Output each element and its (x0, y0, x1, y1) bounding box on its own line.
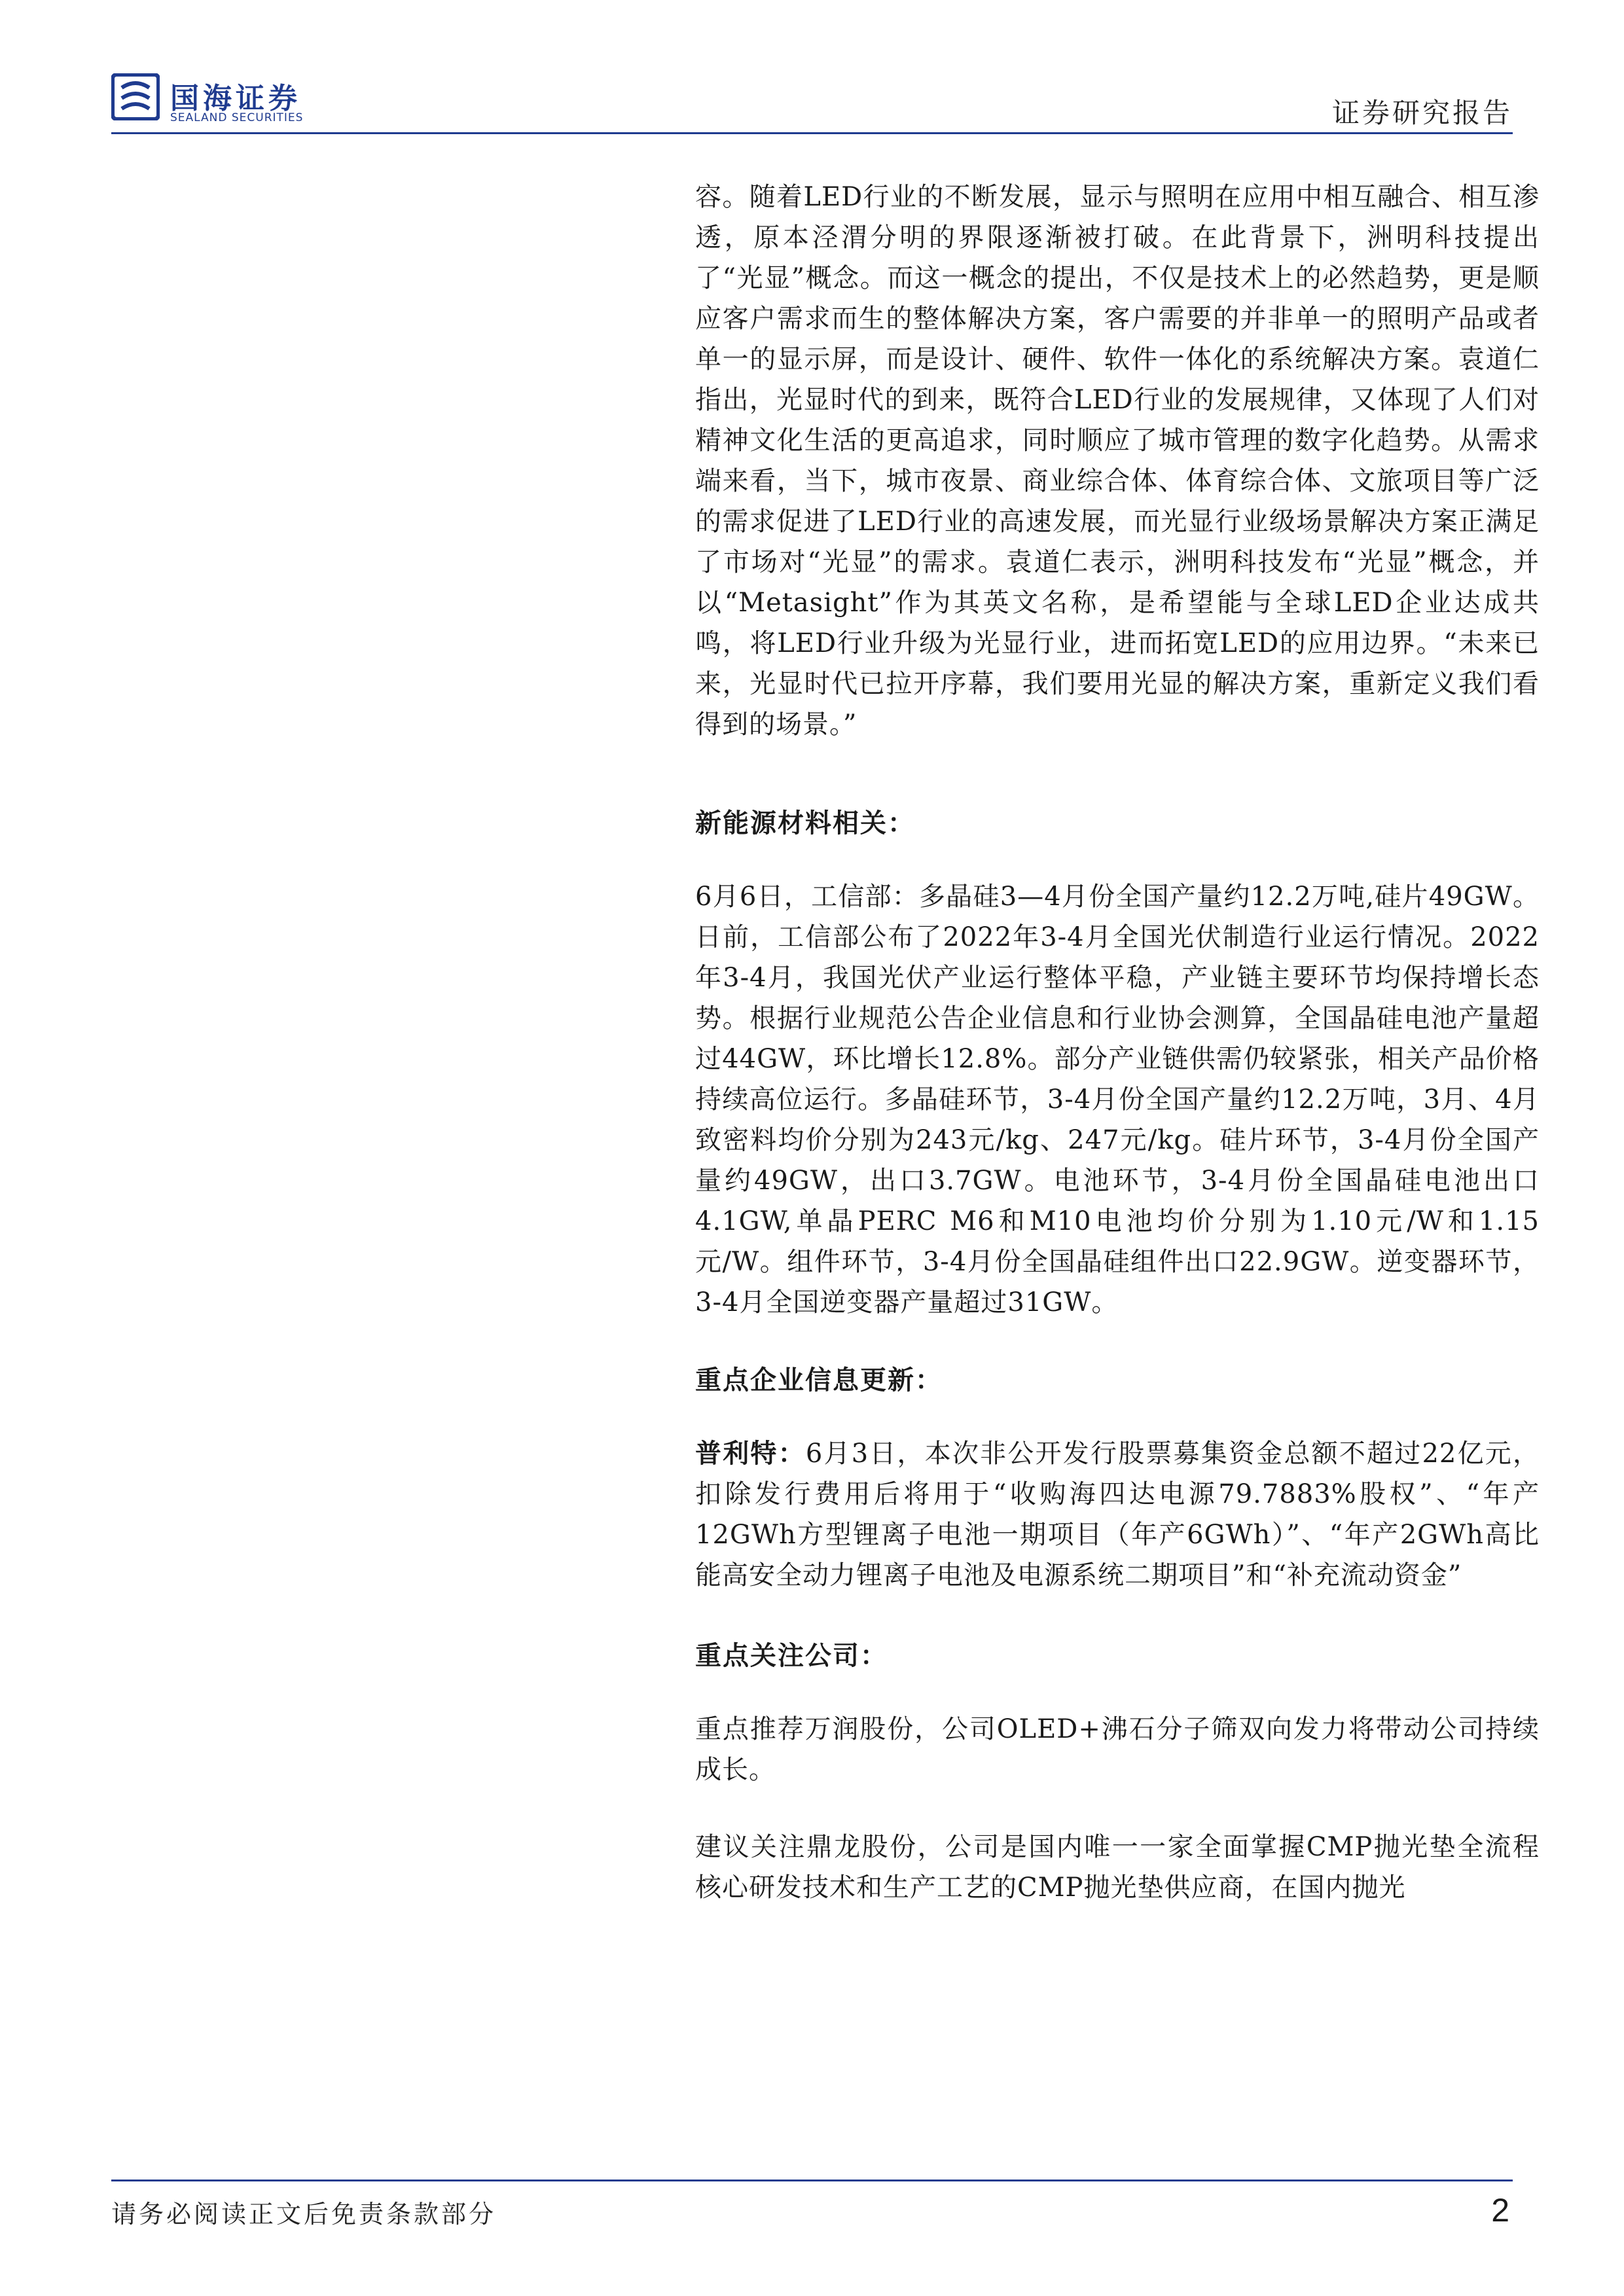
section-heading-company-updates: 重点企业信息更新： (695, 1365, 943, 1395)
company-logo (111, 73, 399, 126)
sealand-logo-icon (111, 73, 160, 120)
paragraph-wanrun: 重点推荐万润股份，公司OLED+沸石分子筛双向发力将带动公司持续成长。 (695, 1714, 1540, 1785)
disclaimer-note: 请务必阅读正文后免责条款部分 (111, 2200, 497, 2229)
section-heading-new-energy: 新能源材料相关： (695, 808, 915, 838)
company-name-lead: 普利特： (695, 1439, 806, 1469)
paragraph-dinglong: 建议关注鼎龙股份，公司是国内唯一一家全面掌握CMP抛光垫全流程核心研发技术和生产工艺的CMP抛光垫供应商，在国内抛光 (695, 1832, 1540, 1903)
paragraph-guangxian: 容。随着LED行业的不断发展，显示与照明在应用中相互融合、相互渗透，原本泾渭分明的界限逐渐被打破。在此背景下，洲明科技提出了“光显”概念。而这一概念的提出，不仅是技术上的必然趋势，更是顺应客户需求而生的整体解决方案，客户需要的并非单一的照明产品或者单一的显示屏，而是设计、硬件、软件一体化的系统解决方案。袁道仁指出，光显时代的到来，既符合LED行业的发展规律，又体现了人们对精神文化生活的更高追求，同时顺应了城市管理的数字化趋势。从需求端来看，当下，城市夜景、商业综合体、体育综合体、文旅项目等广泛的需求促进了LED行业的高速发展，而光显行业级场景解决方案正满足了市场对“光显”的需求。袁道仁表示，洲明科技发布“光显”概念，并以“Metasight”作为其英文名称，是希望能与全球LED企业达成共鸣，将LED行业升级为光显行业，进而拓宽LED的应用边界。“未来已来，光显时代已拉开序幕，我们要用光显的解决方案，重新定义我们看得到的场景。” (695, 182, 1540, 740)
logo-chinese-name: 国海证券 (170, 82, 301, 115)
paragraph-pulite-text: 6月3日，本次非公开发行股票募集资金总额不超过22亿元，扣除发行费用后将用于“收购海四达电源79.7883%股权”、“年产12GWh方型锂离子电池一期项目（年产6GWh）”、“年产2GWh高比能高安全动力锂离子电池及电源系统二期项目”和“补充流动资金” (695, 1439, 1540, 1590)
header-divider (111, 132, 1513, 134)
logo-english-name: SEALAND SECURITIES (170, 111, 304, 124)
footer-divider (111, 2179, 1513, 2181)
section-heading-focus-companies: 重点关注公司： (695, 1641, 888, 1671)
paragraph-polysilicon: 6月6日，工信部：多晶硅3—4月份全国产量约12.2万吨,硅片49GW。日前，工信部公布了2022年3-4月全国光伏制造行业运行情况。2022年3-4月，我国光伏产业运行整体平稳，产业链主要环节均保持增长态势。根据行业规范公告企业信息和行业协会测算，全国晶硅电池产量超过44GW，环比增长12.8%。部分产业链供需仍较紧张，相关产品价格持续高位运行。多晶硅环节，3-4月份全国产量约12.2万吨，3月、4月致密料均价分别为243元/kg、247元/kg。硅片环节，3-4月份全国产量约49GW，出口3.7GW。电池环节，3-4月份全国晶硅电池出口4.1GW,单晶PERC M6和M10电池均价分别为1.10元/W和1.15元/W。组件环节，3-4月份全国晶硅组件出口22.9GW。逆变器环节，3-4月全国逆变器产量超过31GW。 (695, 882, 1540, 1318)
page-number: 2 (1491, 2192, 1509, 2229)
paragraph-pulite (695, 1433, 1540, 1596)
main-content (695, 177, 1540, 1908)
report-type-label: 证券研究报告 (1331, 97, 1513, 129)
